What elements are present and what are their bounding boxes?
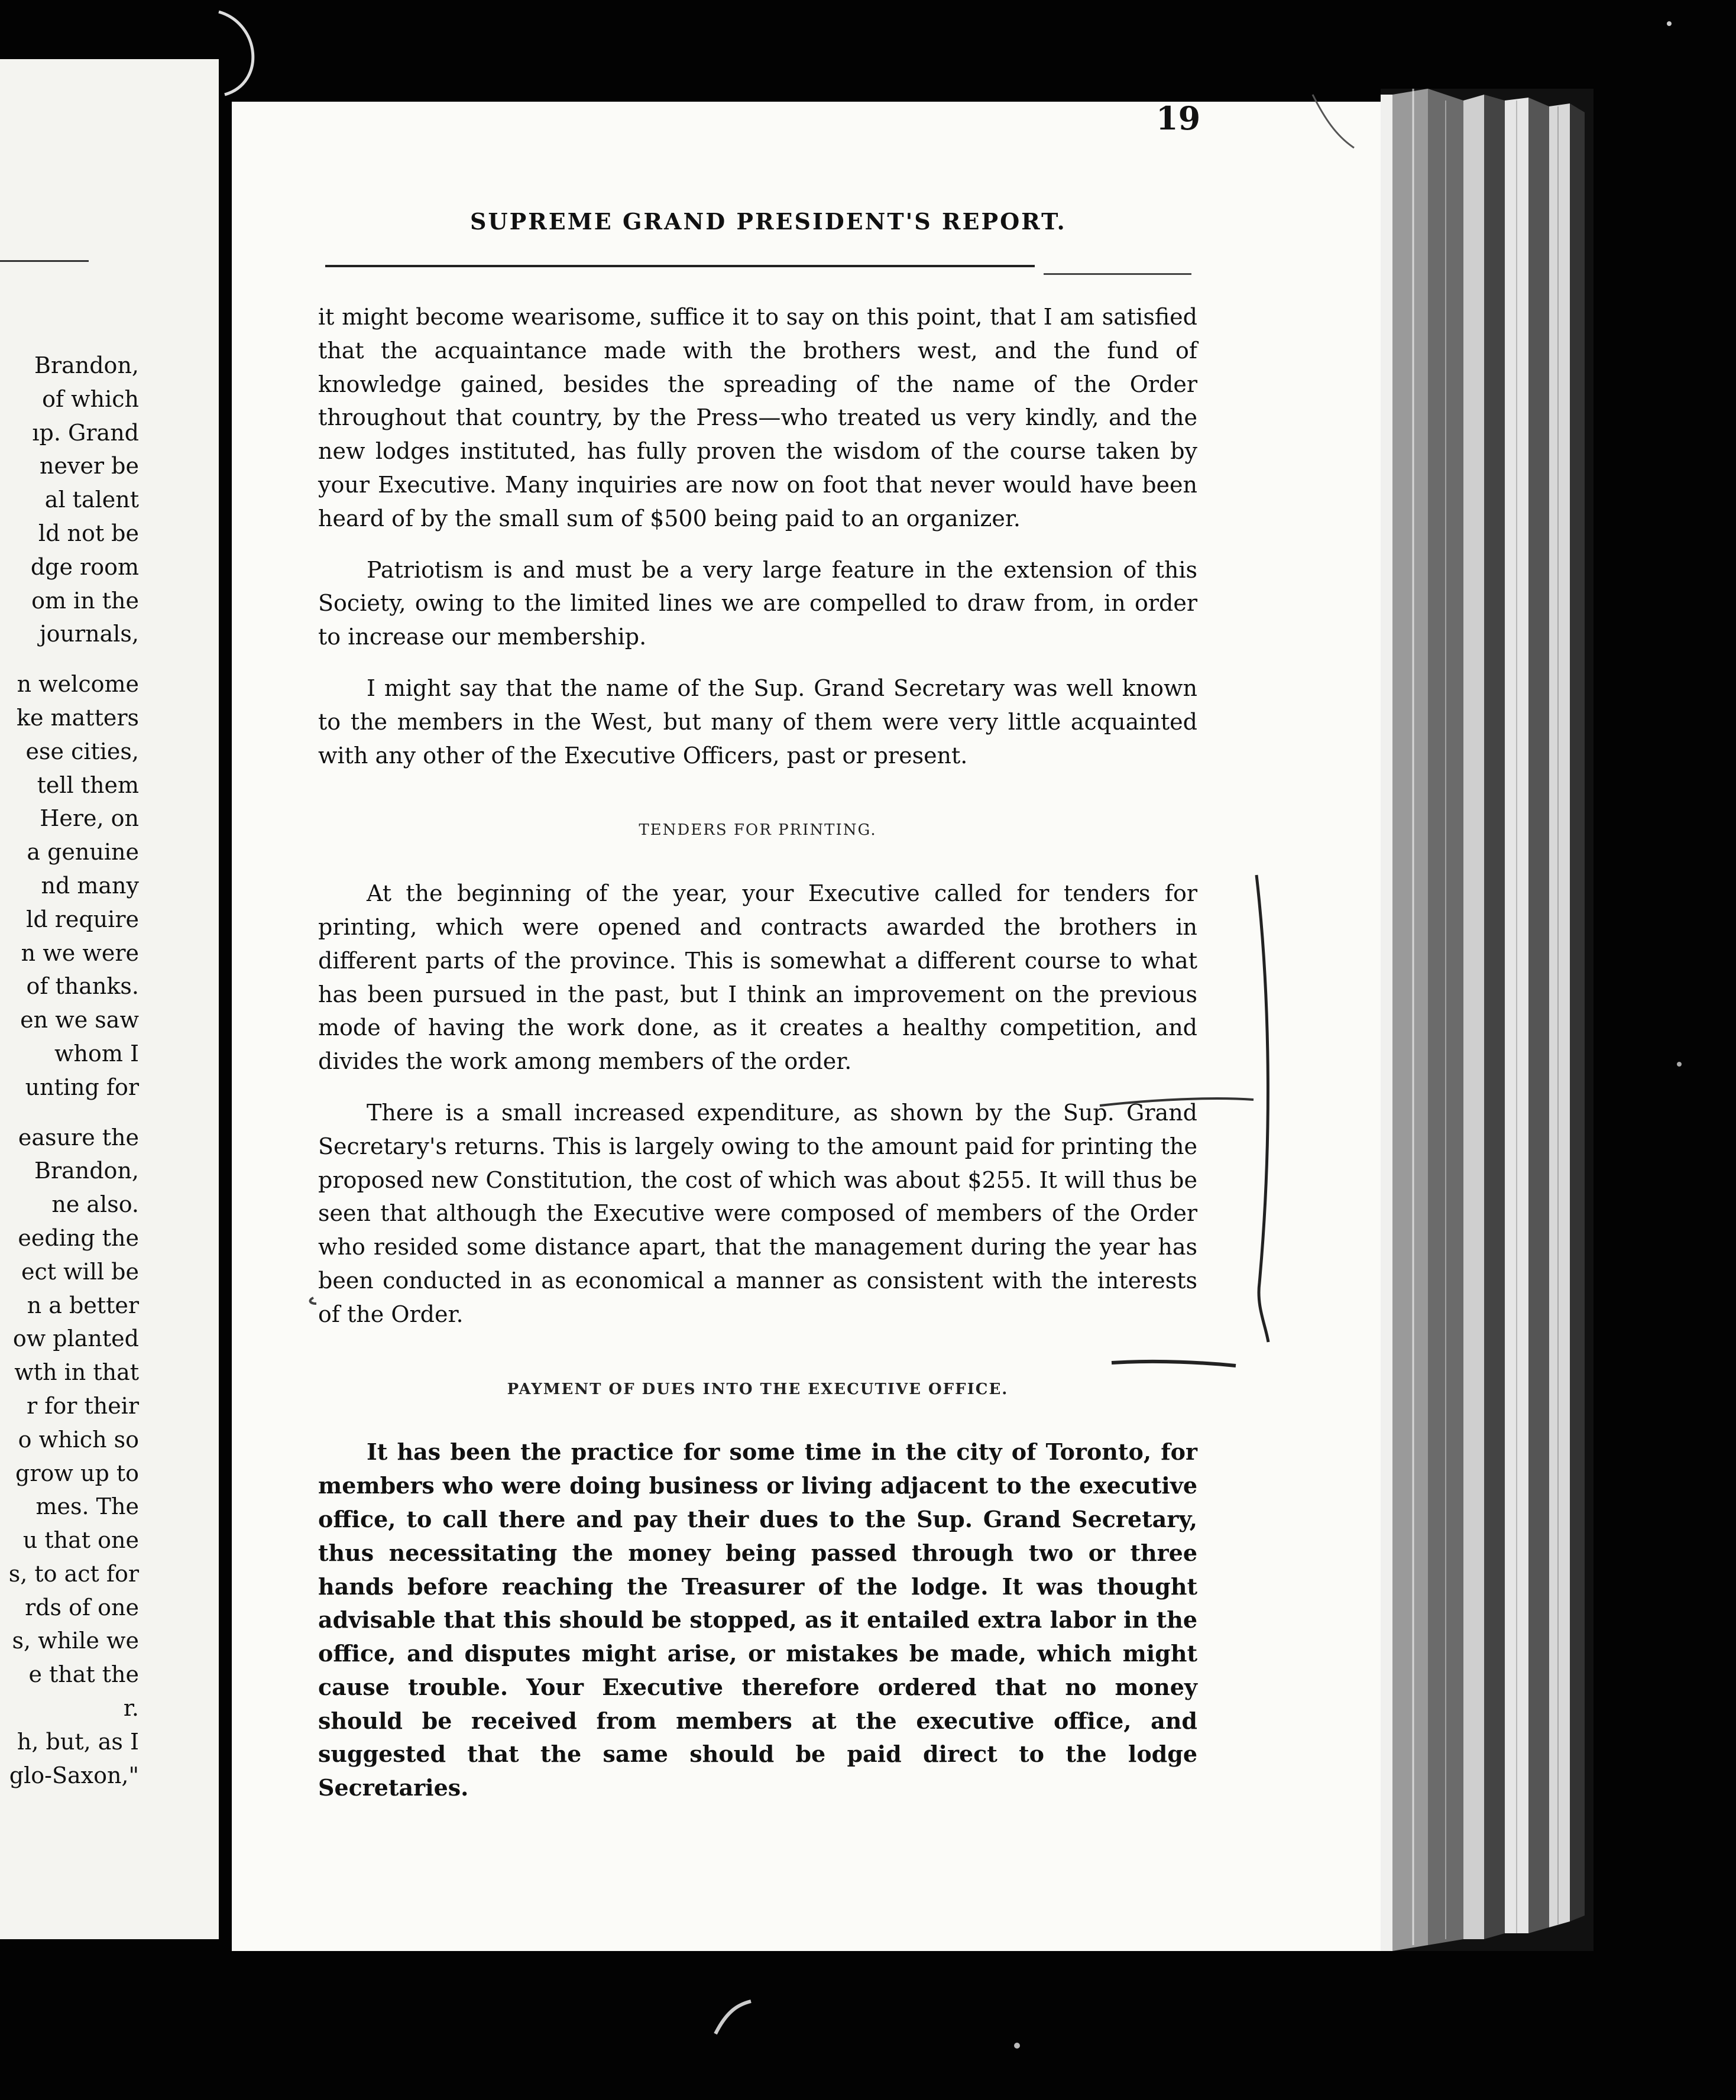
left-page-line: Here, on — [40, 805, 139, 832]
left-page-line: r for their — [27, 1392, 139, 1419]
left-page-line: n we were — [21, 939, 139, 966]
left-page-line: easure the — [18, 1124, 139, 1151]
book-page-edges — [1381, 89, 1594, 1951]
left-page-line — [0, 651, 139, 667]
left-page-line: wth in that — [14, 1359, 139, 1386]
left-page-line: tell them — [37, 772, 139, 798]
left-page-line: s, to act for — [8, 1560, 139, 1587]
left-page-line: al talent — [44, 487, 139, 513]
left-page-line: ese cities, — [25, 738, 139, 764]
paragraph-4: At the beginning of the year, your Executive called for tenders for printing, which were opened and contracts awarded the brothers in different parts of the province. This is somewhat a different course to what has been pursued in the past, but I think an improvement on the previous mode of having the work done, as it creates a healthy competition, and divides the work among members of the order. — [318, 880, 1197, 1075]
left-page-line: n welcome — [17, 671, 139, 698]
left-page-line: Brandon, — [34, 1158, 139, 1184]
left-page-line: ne also. — [51, 1191, 139, 1218]
left-page-line: Brandon, — [34, 352, 139, 378]
left-page-line: journals, — [39, 621, 139, 647]
left-page-line: ıp. Grand — [32, 419, 139, 446]
left-page-line: n a better — [27, 1292, 139, 1318]
left-page-line: a genuine — [27, 839, 139, 866]
left-page-line: grow up to — [15, 1460, 139, 1486]
paragraph-5: There is a small increased expenditure, as shown by the Sup. Grand Secretary's returns. This is largely owing to the amount paid for printing the proposed new Constitution, the cost of which was about $255. It will thus be seen that although the Executive were composed of members of the Order who resided some distance apart, that the management during the year has been conducted in as economical a manner as consistent with the interests of the Order. — [318, 1099, 1197, 1327]
left-page-line: whom I — [54, 1040, 139, 1067]
left-page-line — [0, 1104, 139, 1121]
left-page-fragment — [0, 59, 219, 1939]
left-page-line: ke matters — [17, 704, 139, 731]
running-header: SUPREME GRAND PRESIDENT'S REPORT. — [470, 208, 1067, 235]
header-rule — [325, 265, 1035, 267]
left-page-line: u that one — [22, 1527, 139, 1554]
left-page-line: never be — [40, 453, 139, 479]
left-page-line: dge room — [30, 553, 139, 580]
left-page-line: ect will be — [21, 1258, 139, 1285]
left-page-line: ld not be — [38, 520, 139, 546]
left-page-line: en we saw — [20, 1007, 139, 1033]
paragraph-1: it might become wearisome, suffice it to say on this point, that I am satisfied that the acquaintance made with the brothers west, and the fund of knowledge gained, besides the spreading of the name of the Order throughout that country, by the Press—who treated us very kindly, and the new lodges instituted, has fully proven the wisdom of the course taken by your Executive. Many inquiries are now on foot that never would have been heard of by the small sum of $500 being paid to an organizer. — [318, 304, 1197, 532]
section-heading-tenders: TENDERS FOR PRINTING. — [639, 821, 877, 840]
left-page-line: of which — [42, 385, 139, 412]
left-page-line: unting for — [25, 1074, 139, 1100]
left-page-line: of thanks. — [26, 973, 139, 1000]
paragraph-3: I might say that the name of the Sup. Grand Secretary was well known to the members in the West, but many of them were very little acquainted with any other of the Executive Officers, past or present. — [318, 675, 1197, 769]
left-page-line: eeding the — [18, 1224, 139, 1251]
left-page-line: o which so — [18, 1426, 139, 1453]
paragraph-2: Patriotism is and must be a very large feature in the extension of this Society, owing to the limited lines we are compelled to draw from, in order to increase our membership. — [318, 556, 1197, 650]
section-heading-payment: PAYMENT OF DUES INTO THE EXECUTIVE OFFICE. — [507, 1380, 1009, 1398]
header-rule-short — [1044, 273, 1191, 275]
paragraph-6: It has been the practice for some time in the city of Toronto, for members who were doing business or living adjacent to the executive office, to call there and pay their dues to the Sup. Grand Secretary, thus necessitating the money being passed through two or three hands before reaching the Treasurer of the lodge. It was thought advisable that this should be stopped, as it entailed extra labor in the office, and disputes might arise, or mistakes be made, which might cause trouble. Your Executive therefore ordered that no money should be received from members at the executive office, and suggested that the same should be paid direct to the lodge Secretaries. — [318, 1438, 1197, 1801]
left-page-line: mes. The — [35, 1493, 139, 1520]
left-page-rule — [0, 260, 89, 262]
left-page-line: ld require — [26, 906, 139, 932]
left-page-line: nd many — [41, 872, 139, 899]
page-number: 19 — [1156, 99, 1201, 137]
main-text — [318, 300, 1197, 1823]
left-page-line: ow planted — [12, 1326, 139, 1352]
left-page-line: rds of one — [25, 1594, 139, 1621]
left-page-text — [0, 349, 139, 1792]
left-page-line: e that the — [28, 1661, 139, 1688]
left-page-line: glo-Saxon," — [9, 1762, 139, 1788]
left-page-line: om in the — [31, 587, 139, 614]
left-page-line: h, but, as I — [17, 1728, 139, 1755]
left-page-line: s, while we — [12, 1628, 139, 1654]
left-page-line: r. — [123, 1695, 139, 1722]
